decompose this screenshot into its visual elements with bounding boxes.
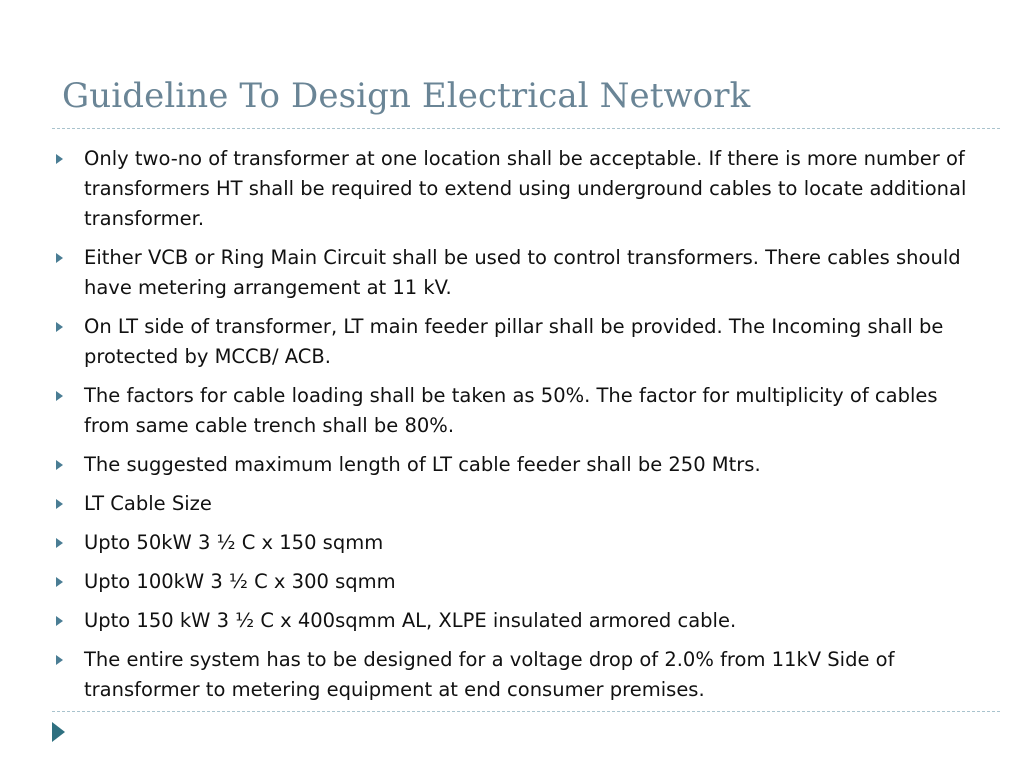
triangle-bullet-icon	[56, 577, 63, 587]
bullet-item	[52, 645, 972, 705]
bullet-item	[52, 606, 972, 636]
bullet-item	[52, 567, 972, 597]
bullet-list	[52, 144, 972, 714]
bullet-text: The suggested maximum length of LT cable feeder shall be 250 Mtrs.	[84, 453, 761, 476]
bullet-text: The factors for cable loading shall be taken as 50%. The factor for multiplicity of cables from same cable trench shall be 80%.	[84, 384, 938, 437]
bullet-text: The entire system has to be designed for a voltage drop of 2.0% from 11kV Side of transformer to metering equipment at end consumer premises.	[84, 648, 895, 701]
next-slide-arrow-icon[interactable]	[52, 722, 65, 742]
bullet-item	[52, 144, 972, 234]
triangle-bullet-icon	[56, 391, 63, 401]
bullet-text: On LT side of transformer, LT main feeder pillar shall be provided. The Incoming shall be protected by MCCB/ ACB.	[84, 315, 944, 368]
title-divider	[52, 128, 1000, 129]
bullet-text: Only two-no of transformer at one location shall be acceptable. If there is more number of transformers HT shall be required to extend using underground cables to locate additional transformer.	[84, 147, 967, 230]
bullet-text: Upto 50kW 3 ½ C x 150 sqmm	[84, 531, 384, 554]
triangle-bullet-icon	[56, 154, 63, 164]
bullet-text: Either VCB or Ring Main Circuit shall be used to control transformers. There cables should have metering arrangement at 11 kV.	[84, 246, 961, 299]
bullet-text: Upto 100kW 3 ½ C x 300 sqmm	[84, 570, 396, 593]
bullet-item	[52, 489, 972, 519]
footer-divider	[52, 711, 1000, 712]
bullet-item	[52, 312, 972, 372]
triangle-bullet-icon	[56, 616, 63, 626]
bullet-item	[52, 243, 972, 303]
bullet-text: LT Cable Size	[84, 492, 212, 515]
triangle-bullet-icon	[56, 460, 63, 470]
triangle-bullet-icon	[56, 655, 63, 665]
slide-title: Guideline To Design Electrical Network	[62, 76, 751, 116]
bullet-item	[52, 528, 972, 558]
bullet-item	[52, 381, 972, 441]
triangle-bullet-icon	[56, 538, 63, 548]
triangle-bullet-icon	[56, 499, 63, 509]
bullet-text: Upto 150 kW 3 ½ C x 400sqmm AL, XLPE insulated armored cable.	[84, 609, 737, 632]
triangle-bullet-icon	[56, 322, 63, 332]
bullet-item	[52, 450, 972, 480]
triangle-bullet-icon	[56, 253, 63, 263]
